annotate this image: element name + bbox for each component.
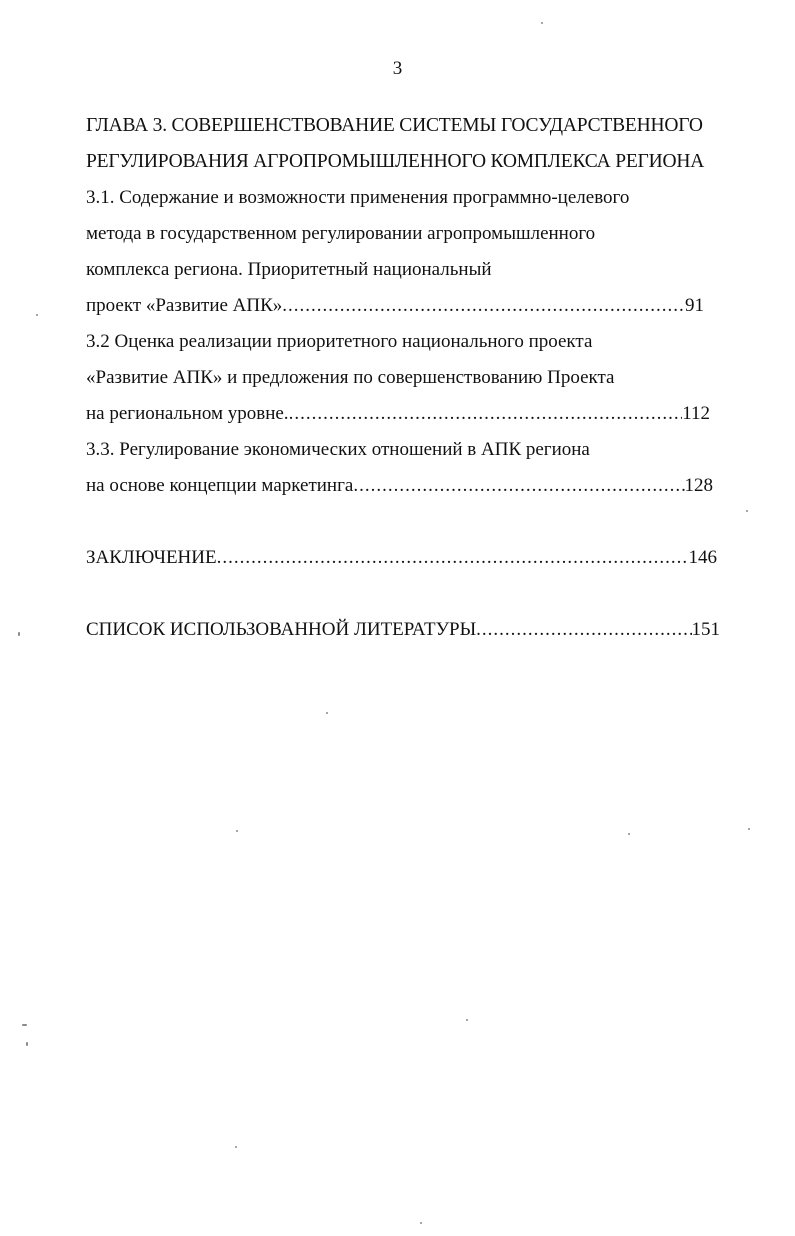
section-3-1-entry (86, 288, 704, 324)
section-3-2-entry (86, 396, 710, 432)
section-3-1-line-2: метода в государственном регулировании агропромышленного (86, 223, 596, 244)
table-of-contents (86, 108, 720, 648)
bibliography-label: СПИСОК ИСПОЛЬЗОВАННОЙ ЛИТЕРАТУРЫ (86, 619, 477, 640)
dot-leader (353, 468, 684, 504)
section-3-2-line-2: «Развитие АПК» и предложения по совершенствованию Проекта (86, 367, 615, 388)
section-3-1-line-4: проект «Развитие АПК» (86, 295, 283, 316)
scan-speck (36, 314, 38, 316)
scan-speck (235, 1146, 237, 1148)
section-3-2-line-1: 3.2 Оценка реализации приоритетного национального проекта (86, 331, 593, 352)
section-3-3-entry (86, 468, 713, 504)
scan-speck (420, 1222, 422, 1224)
section-3-3-line-1: 3.3. Регулирование экономических отношений в АПК региона (86, 439, 590, 460)
scan-speck (466, 1019, 468, 1021)
conclusion-label: ЗАКЛЮЧЕНИЕ (86, 547, 217, 568)
section-3-1-line-3: комплекса региона. Приоритетный национальный (86, 259, 492, 280)
scan-speck (326, 712, 328, 714)
scan-speck (18, 632, 20, 636)
scan-speck (22, 1024, 27, 1026)
spacer (86, 576, 716, 612)
section-3-2-line-3: на региональном уровне. (86, 403, 289, 424)
section-3-3-line-2: на основе концепции маркетинга (86, 475, 354, 496)
conclusion-entry (86, 540, 717, 576)
section-3-2-page: 112 (682, 403, 710, 424)
page-number: 3 (392, 58, 403, 79)
dot-leader (282, 288, 685, 324)
conclusion-page: 146 (688, 547, 717, 568)
dot-leader (217, 540, 689, 576)
bibliography-page: 151 (691, 619, 720, 640)
scan-speck (748, 828, 750, 830)
section-3-1-line-1: 3.1. Содержание и возможности применения программно-целевого (86, 187, 630, 208)
section-3-3-page: 128 (684, 475, 713, 496)
scan-speck (746, 510, 748, 512)
chapter-3-title-line-2: РЕГУЛИРОВАНИЯ АГРОПРОМЫШЛЕННОГО КОМПЛЕКСА РЕГИОНА (86, 151, 705, 172)
scan-speck (628, 833, 630, 835)
scan-speck (236, 830, 238, 832)
bibliography-entry (86, 612, 720, 648)
chapter-3-title-line-1: ГЛАВА 3. СОВЕРШЕНСТВОВАНИЕ СИСТЕМЫ ГОСУДАРСТВЕННОГО (86, 115, 703, 136)
section-3-1-page: 91 (685, 295, 704, 316)
spacer (86, 504, 716, 540)
dot-leader (289, 396, 683, 432)
scan-speck (26, 1042, 28, 1046)
dot-leader (476, 612, 691, 648)
scan-speck (541, 22, 543, 24)
